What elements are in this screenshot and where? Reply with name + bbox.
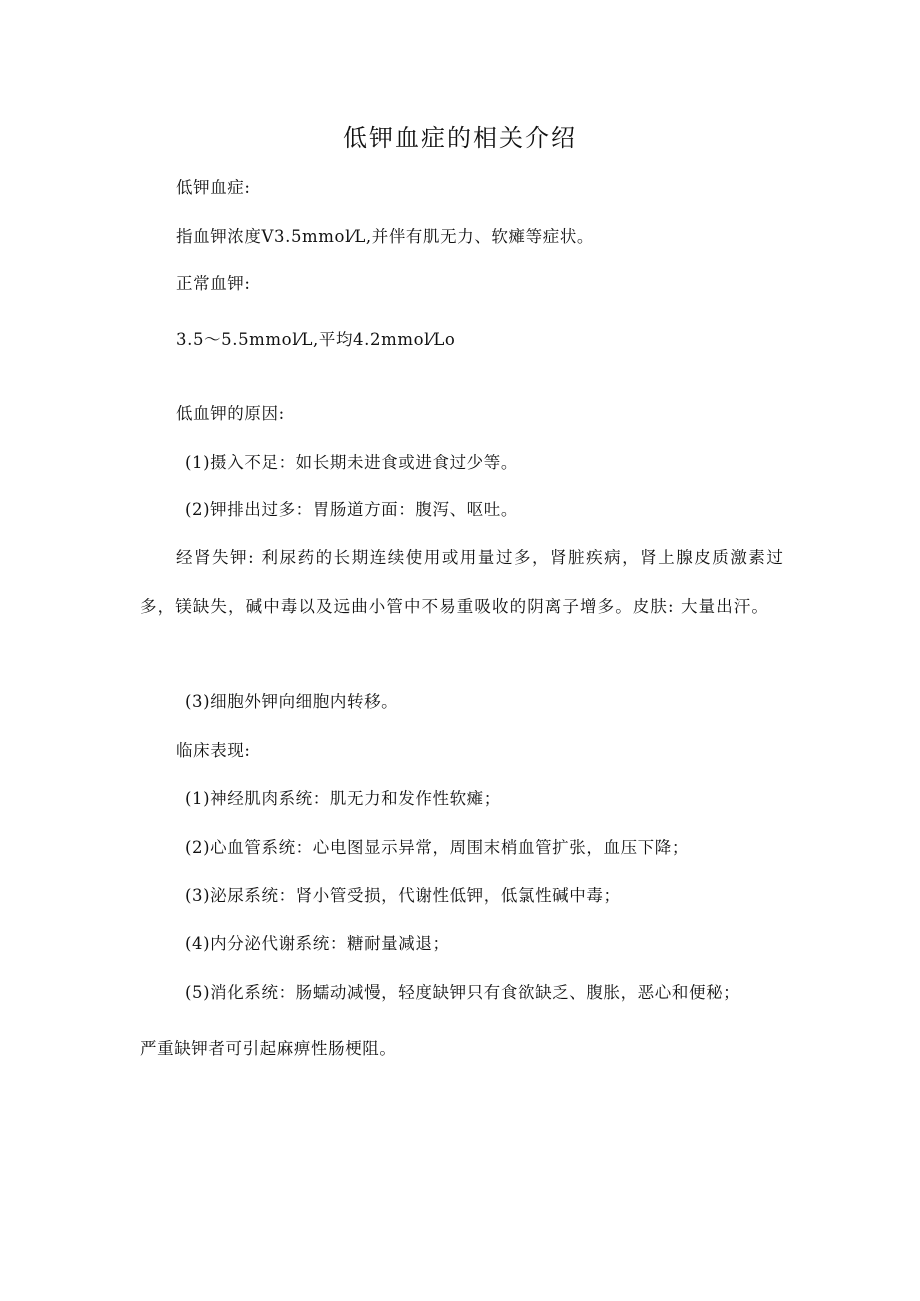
page-title: 低钾血症的相关介绍 (343, 124, 577, 152)
normal-potassium-heading: 正常血钾: (176, 274, 251, 293)
definition-heading: 低钾血症: (176, 178, 251, 197)
causes-heading: 低血钾的原因: (176, 404, 285, 423)
cause-item-1: (1)摄入不足：如长期未进食或进食过少等。 (185, 453, 518, 472)
normal-potassium-range: 3.5～5.5mmol⁄L,平均4.2mmol⁄Lo (176, 330, 456, 349)
clinical-item-2: (2)心血管系统：心电图显示异常，周围末梢血管扩张，血压下降； (185, 838, 689, 857)
cause-item-2: (2)钾排出过多：胃肠道方面：腹泻、呕吐。 (185, 500, 518, 519)
definition-text: 指血钾浓度V3.5mmol⁄L,并伴有肌无力、软瘫等症状。 (176, 227, 595, 246)
cause-item-3: (3)细胞外钾向细胞内转移。 (185, 692, 399, 711)
clinical-heading: 临床表现: (176, 741, 251, 760)
clinical-item-1: (1)神经肌肉系统：肌无力和发作性软瘫； (185, 789, 501, 808)
cause-renal-paragraph: 经肾失钾: 利尿药的长期连续使用或用量过多，肾脏疾病，肾上腺皮质激素过多，镁缺失，碱中毒以及远曲小管中不易重吸收的阴离子增多。皮肤: 大量出汗。 (140, 548, 784, 616)
clinical-item-5-continued: 严重缺钾者可引起麻痹性肠梗阻。 (140, 1039, 397, 1058)
clinical-item-5: (5)消化系统：肠蠕动减慢，轻度缺钾只有食欲缺乏、腹胀，恶心和便秘； (185, 983, 741, 1002)
clinical-item-3: (3)泌尿系统：肾小管受损，代谢性低钾，低氯性碱中毒； (185, 886, 621, 905)
clinical-item-4: (4)内分泌代谢系统：糖耐量减退； (185, 934, 450, 953)
